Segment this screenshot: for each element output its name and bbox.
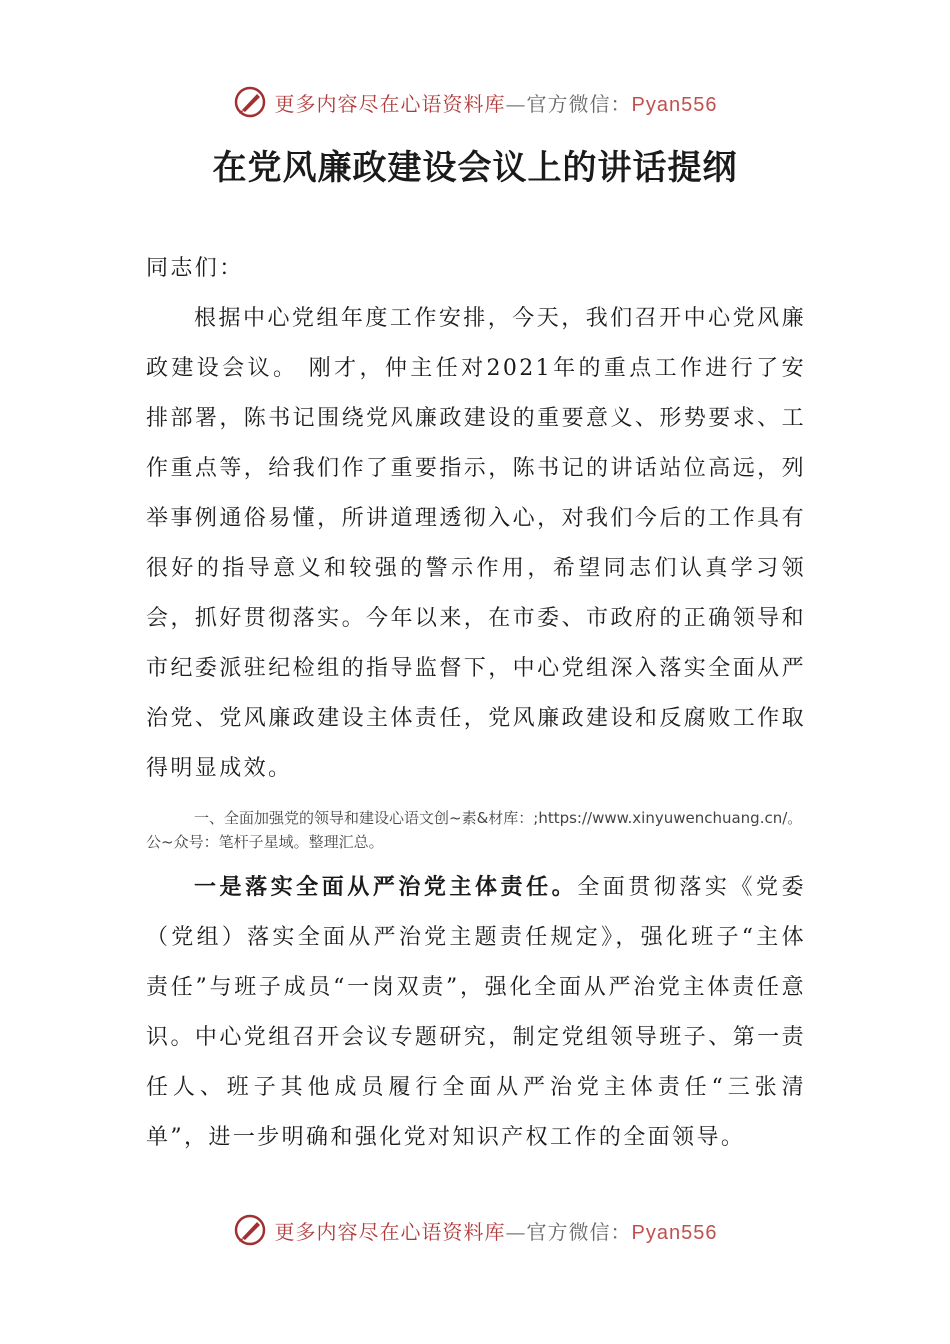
document-body (146, 244, 806, 1163)
document-title: 在党风廉政建设会议上的讲话提纲 (212, 148, 738, 188)
salutation: 同志们： (146, 256, 244, 281)
quill-seal-logo-icon (233, 1213, 267, 1247)
paragraph-body: 全面贯彻落实《党委（党组）落实全面从严治党主题责任规定》，强化班子“主体责任”与班子成员“一岗双责”，强化全面从严治党主体责任意识。中心党组召开会议专题研究，制定党组领导班子、第一责任人、班子其他成员履行全面从严治党主体责任“三张清单”，进一步明确和强化党对知识产权工作的全面领导。 (146, 875, 806, 1150)
section-heading-note: 一、全面加强党的领导和建设心语文创~素&材库：;https://www.xinyuwenchuang.cn/。公~众号：笔杆子星域。整理汇总。 (146, 809, 803, 851)
paragraph-responsibility (146, 862, 806, 1163)
quill-seal-logo-icon (233, 85, 267, 119)
watermark-text: 更多内容尽在心语资料库—官方微信：Pyan556 (274, 1219, 718, 1244)
paragraph-lead: 一是落实全面从严治党主体责任。 (194, 874, 578, 900)
watermark-header (0, 80, 950, 124)
paragraph-intro: 根据中心党组年度工作安排，今天，我们召开中心党风廉政建设会议。 刚才，仲主任对2021年的重点工作进行了安排部署，陈书记围绕党风廉政建设的重要意义、形势要求、工作重点等，给我们作了重要指示，陈书记的讲话站位高远，列举事例通俗易懂，所讲道理透彻入心，对我们今后的工作具有很好的指导意义和较强的警示作用，希望同志们认真学习领会，抓好贯彻落实。今年以来，在市委、市政府的正确领导和市纪委派驻纪检组的指导监督下，中心党组深入落实全面从严治党、党风廉政建设主体责任，党风廉政建设和反腐败工作取得明显成效。 (146, 306, 806, 781)
watermark-footer (0, 1208, 950, 1252)
watermark-text: 更多内容尽在心语资料库—官方微信：Pyan556 (274, 91, 718, 116)
